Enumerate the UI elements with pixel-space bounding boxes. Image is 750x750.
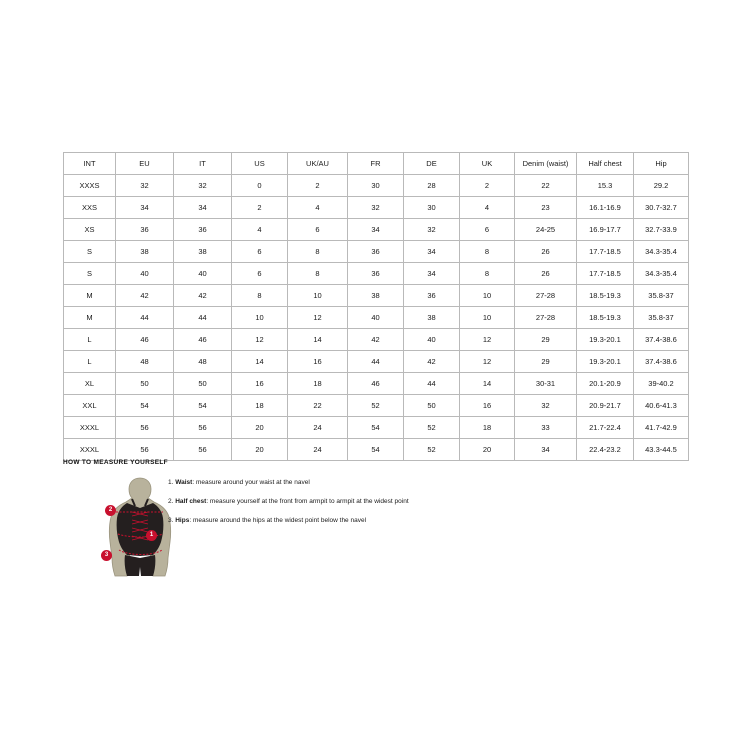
cell-uk-au: 4 [288, 197, 348, 219]
cell-hip: 37.4-38.6 [634, 329, 689, 351]
cell-eu: 54 [116, 395, 174, 417]
cell-fr: 36 [348, 263, 404, 285]
measurement-note-hips [168, 516, 648, 526]
cell-uk-au: 16 [288, 351, 348, 373]
note-number-3: 3. [168, 517, 174, 524]
cell-fr: 34 [348, 219, 404, 241]
measurement-notes [168, 478, 648, 535]
note-text-half-chest: : measure yourself at the front from armpit to armpit at the widest point [206, 498, 409, 505]
cell-hip: 34.3-35.4 [634, 263, 689, 285]
cell-fr: 54 [348, 439, 404, 461]
cell-de: 38 [404, 307, 460, 329]
cell-de: 52 [404, 417, 460, 439]
cell-us: 2 [232, 197, 288, 219]
column-header-half-chest: Half chest [577, 153, 634, 175]
cell-half-chest: 16.1-16.9 [577, 197, 634, 219]
cell-fr: 32 [348, 197, 404, 219]
how-to-measure-heading: HOW TO MEASURE YOURSELF [63, 459, 168, 466]
cell-denim-waist: 23 [515, 197, 577, 219]
cell-denim-waist: 22 [515, 175, 577, 197]
cell-de: 32 [404, 219, 460, 241]
cell-half-chest: 19.3-20.1 [577, 329, 634, 351]
column-header-de: DE [404, 153, 460, 175]
measurement-note-waist [168, 478, 648, 488]
cell-hip: 29.2 [634, 175, 689, 197]
cell-eu: 48 [116, 351, 174, 373]
cell-denim-waist: 26 [515, 263, 577, 285]
table-row [64, 197, 689, 219]
cell-half-chest: 22.4-23.2 [577, 439, 634, 461]
cell-uk: 16 [460, 395, 515, 417]
table-row [64, 307, 689, 329]
cell-de: 34 [404, 263, 460, 285]
cell-uk: 20 [460, 439, 515, 461]
cell-hip: 39-40.2 [634, 373, 689, 395]
cell-denim-waist: 33 [515, 417, 577, 439]
cell-uk-au: 8 [288, 263, 348, 285]
cell-hip: 32.7-33.9 [634, 219, 689, 241]
cell-de: 52 [404, 439, 460, 461]
cell-hip: 35.8-37 [634, 307, 689, 329]
cell-it: 48 [174, 351, 232, 373]
note-term-waist: Waist [175, 479, 193, 486]
cell-uk-au: 14 [288, 329, 348, 351]
cell-int: XS [64, 219, 116, 241]
cell-eu: 50 [116, 373, 174, 395]
table-row [64, 329, 689, 351]
cell-denim-waist: 29 [515, 329, 577, 351]
table-row [64, 175, 689, 197]
marker-3-hips: 3 [101, 550, 112, 561]
cell-de: 28 [404, 175, 460, 197]
column-header-us: US [232, 153, 288, 175]
cell-us: 6 [232, 241, 288, 263]
cell-it: 44 [174, 307, 232, 329]
cell-eu: 56 [116, 439, 174, 461]
table-row [64, 263, 689, 285]
cell-int: S [64, 263, 116, 285]
column-header-int: INT [64, 153, 116, 175]
table-row [64, 351, 689, 373]
cell-fr: 40 [348, 307, 404, 329]
cell-hip: 35.8-37 [634, 285, 689, 307]
cell-eu: 42 [116, 285, 174, 307]
cell-uk-au: 18 [288, 373, 348, 395]
cell-denim-waist: 27-28 [515, 285, 577, 307]
cell-fr: 52 [348, 395, 404, 417]
cell-us: 16 [232, 373, 288, 395]
cell-half-chest: 21.7-22.4 [577, 417, 634, 439]
cell-uk-au: 6 [288, 219, 348, 241]
cell-uk-au: 24 [288, 439, 348, 461]
cell-uk: 10 [460, 307, 515, 329]
cell-int: L [64, 329, 116, 351]
table-row [64, 219, 689, 241]
cell-us: 18 [232, 395, 288, 417]
note-term-hips: Hips [175, 517, 190, 524]
cell-denim-waist: 34 [515, 439, 577, 461]
cell-uk-au: 12 [288, 307, 348, 329]
cell-denim-waist: 29 [515, 351, 577, 373]
cell-de: 42 [404, 351, 460, 373]
cell-it: 56 [174, 417, 232, 439]
cell-it: 34 [174, 197, 232, 219]
cell-eu: 40 [116, 263, 174, 285]
cell-us: 10 [232, 307, 288, 329]
cell-half-chest: 20.9-21.7 [577, 395, 634, 417]
cell-uk-au: 22 [288, 395, 348, 417]
cell-de: 40 [404, 329, 460, 351]
table-row [64, 241, 689, 263]
cell-half-chest: 20.1-20.9 [577, 373, 634, 395]
cell-it: 54 [174, 395, 232, 417]
column-header-denim-waist: Denim (waist) [515, 153, 577, 175]
cell-us: 20 [232, 439, 288, 461]
table-row [64, 285, 689, 307]
cell-fr: 36 [348, 241, 404, 263]
cell-it: 36 [174, 219, 232, 241]
column-header-fr: FR [348, 153, 404, 175]
marker-2-half-chest: 2 [105, 505, 116, 516]
cell-uk-au: 2 [288, 175, 348, 197]
cell-int: XL [64, 373, 116, 395]
cell-uk: 10 [460, 285, 515, 307]
cell-hip: 40.6-41.3 [634, 395, 689, 417]
column-header-eu: EU [116, 153, 174, 175]
cell-it: 56 [174, 439, 232, 461]
note-text-waist: : measure around your waist at the navel [192, 479, 310, 486]
cell-fr: 54 [348, 417, 404, 439]
table-header-row [64, 153, 689, 175]
size-chart-table-container [63, 152, 688, 461]
cell-us: 4 [232, 219, 288, 241]
note-text-hips: : measure around the hips at the widest point below the navel [189, 517, 367, 524]
cell-denim-waist: 30-31 [515, 373, 577, 395]
cell-uk: 2 [460, 175, 515, 197]
cell-hip: 43.3-44.5 [634, 439, 689, 461]
cell-fr: 46 [348, 373, 404, 395]
cell-us: 0 [232, 175, 288, 197]
cell-uk-au: 10 [288, 285, 348, 307]
cell-hip: 37.4-38.6 [634, 351, 689, 373]
cell-uk-au: 24 [288, 417, 348, 439]
cell-fr: 42 [348, 329, 404, 351]
cell-eu: 44 [116, 307, 174, 329]
cell-denim-waist: 32 [515, 395, 577, 417]
cell-int: M [64, 307, 116, 329]
cell-half-chest: 18.5-19.3 [577, 285, 634, 307]
cell-uk: 14 [460, 373, 515, 395]
cell-fr: 44 [348, 351, 404, 373]
cell-int: XXXL [64, 439, 116, 461]
cell-it: 40 [174, 263, 232, 285]
cell-it: 50 [174, 373, 232, 395]
cell-hip: 30.7-32.7 [634, 197, 689, 219]
note-number-2: 2. [168, 498, 174, 505]
measurement-note-half-chest [168, 497, 648, 507]
cell-hip: 41.7-42.9 [634, 417, 689, 439]
column-header-hip: Hip [634, 153, 689, 175]
column-header-uk-au: UK/AU [288, 153, 348, 175]
marker-1-waist: 1 [146, 530, 157, 541]
column-header-uk: UK [460, 153, 515, 175]
table-row [64, 373, 689, 395]
cell-de: 30 [404, 197, 460, 219]
cell-int: XXL [64, 395, 116, 417]
cell-denim-waist: 27-28 [515, 307, 577, 329]
cell-half-chest: 17.7-18.5 [577, 241, 634, 263]
cell-int: XXS [64, 197, 116, 219]
cell-uk: 8 [460, 263, 515, 285]
cell-half-chest: 18.5-19.3 [577, 307, 634, 329]
cell-eu: 34 [116, 197, 174, 219]
cell-hip: 34.3-35.4 [634, 241, 689, 263]
cell-uk: 12 [460, 351, 515, 373]
cell-eu: 32 [116, 175, 174, 197]
cell-eu: 46 [116, 329, 174, 351]
cell-de: 50 [404, 395, 460, 417]
cell-int: M [64, 285, 116, 307]
cell-half-chest: 15.3 [577, 175, 634, 197]
cell-us: 12 [232, 329, 288, 351]
column-header-it: IT [174, 153, 232, 175]
note-number-1: 1. [168, 479, 174, 486]
cell-uk: 6 [460, 219, 515, 241]
cell-int: L [64, 351, 116, 373]
cell-half-chest: 19.3-20.1 [577, 351, 634, 373]
cell-eu: 36 [116, 219, 174, 241]
cell-uk: 18 [460, 417, 515, 439]
cell-uk: 4 [460, 197, 515, 219]
cell-it: 42 [174, 285, 232, 307]
cell-denim-waist: 24-25 [515, 219, 577, 241]
cell-half-chest: 16.9-17.7 [577, 219, 634, 241]
cell-uk: 12 [460, 329, 515, 351]
cell-de: 44 [404, 373, 460, 395]
table-row [64, 395, 689, 417]
cell-uk-au: 8 [288, 241, 348, 263]
cell-it: 32 [174, 175, 232, 197]
cell-int: XXXL [64, 417, 116, 439]
cell-us: 8 [232, 285, 288, 307]
how-to-measure-section [63, 472, 683, 592]
cell-us: 14 [232, 351, 288, 373]
table-row [64, 439, 689, 461]
cell-us: 20 [232, 417, 288, 439]
cell-eu: 56 [116, 417, 174, 439]
table-row [64, 417, 689, 439]
size-chart-table [63, 152, 689, 461]
note-term-half-chest: Half chest [175, 498, 207, 505]
cell-us: 6 [232, 263, 288, 285]
cell-fr: 38 [348, 285, 404, 307]
cell-half-chest: 17.7-18.5 [577, 263, 634, 285]
cell-int: XXXS [64, 175, 116, 197]
cell-de: 34 [404, 241, 460, 263]
cell-eu: 38 [116, 241, 174, 263]
cell-it: 46 [174, 329, 232, 351]
cell-uk: 8 [460, 241, 515, 263]
cell-de: 36 [404, 285, 460, 307]
cell-it: 38 [174, 241, 232, 263]
cell-int: S [64, 241, 116, 263]
cell-fr: 30 [348, 175, 404, 197]
cell-denim-waist: 26 [515, 241, 577, 263]
